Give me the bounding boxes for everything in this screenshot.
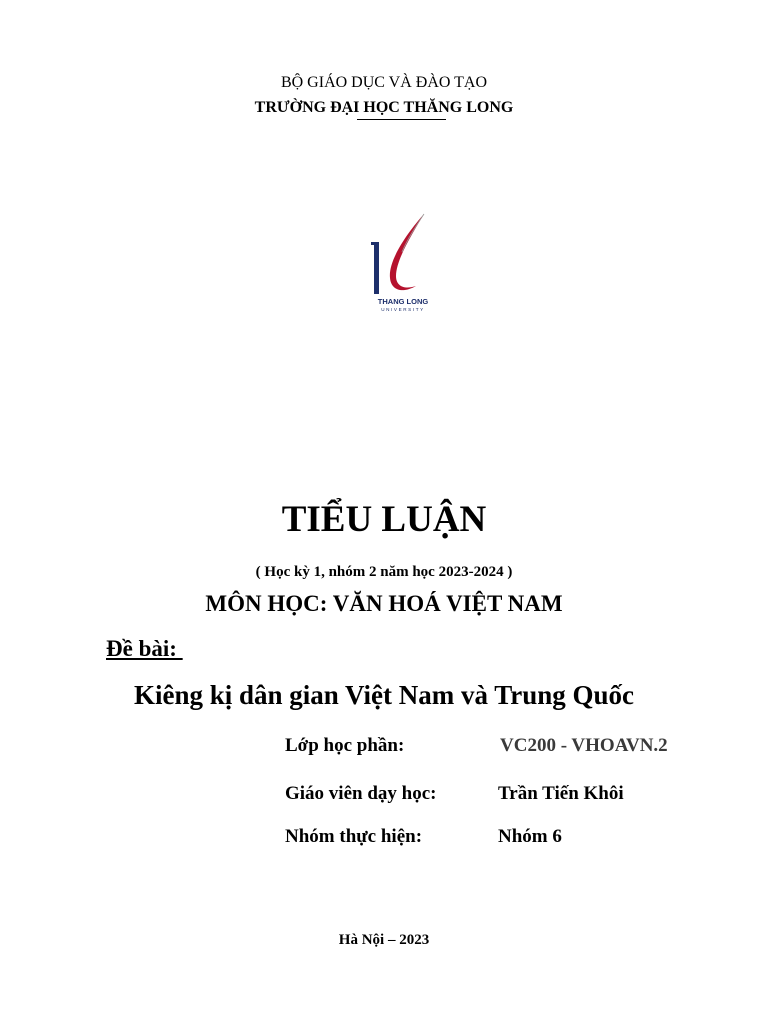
topic-title: Kiêng kị dân gian Việt Nam và Trung Quốc [133,680,635,710]
logo-text-line2: UNIVERSITY [381,307,425,312]
teacher-label: Giáo viên dạy học: [285,783,437,804]
university-logo [368,212,438,314]
topic-label: Đề bài: [106,636,183,661]
ministry-name: BỘ GIÁO DỤC VÀ ĐÀO TẠO [280,74,488,91]
logo-red-swoosh [390,214,424,290]
group-value: Nhóm 6 [498,826,562,847]
subject-title: MÔN HỌC: VĂN HOÁ VIỆT NAM [205,591,563,616]
class-code-label: Lớp học phần: [285,735,405,756]
semester-line: ( Học kỳ 1, nhóm 2 năm học 2023-2024 ) [255,564,513,580]
university-name: TRƯỜNG ĐẠI HỌC THĂNG LONG [254,99,514,116]
logo-navy-bar [374,242,379,294]
teacher-value: Trần Tiến Khôi [498,783,624,804]
document-type-title: TIỂU LUẬN [281,499,487,540]
thang-long-logo-icon [368,212,438,314]
university-underline [357,119,446,120]
logo-text-line1: THANG LONG [377,297,429,306]
logo-navy-serif [371,242,377,245]
group-label: Nhóm thực hiện: [285,826,423,847]
class-code-value: VC200 - VHOAVN.2 [500,735,668,756]
place-date: Hà Nội – 2023 [338,932,430,948]
